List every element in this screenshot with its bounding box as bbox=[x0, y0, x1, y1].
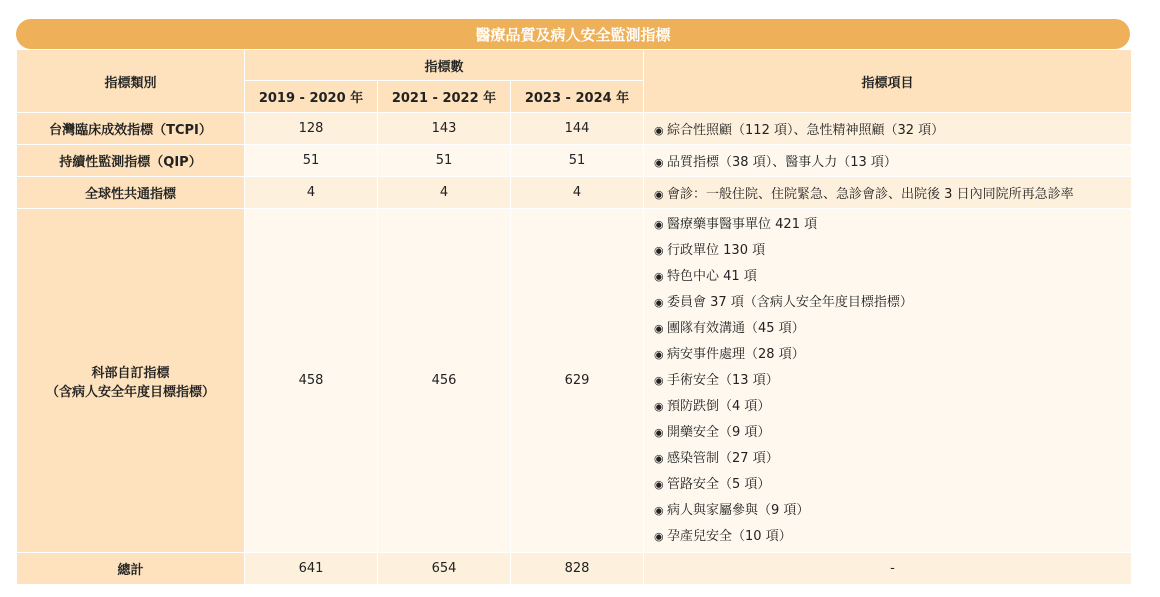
item-text: 綜合性照顧（112 項）、急性精神照顧（32 項） bbox=[667, 123, 945, 138]
table-title: 醫療品質及病人安全監測指標 bbox=[16, 19, 1130, 49]
row-items bbox=[644, 177, 1132, 209]
row-items bbox=[644, 209, 1132, 553]
item-text: 品質指標（38 項）、醫事人力（13 項） bbox=[667, 155, 897, 170]
table-row bbox=[17, 113, 1132, 145]
item-text: 團隊有效溝通（45 項） bbox=[667, 320, 805, 336]
header-items: 指標項目 bbox=[644, 50, 1132, 113]
row-value: 458 bbox=[245, 209, 378, 553]
list-item bbox=[654, 472, 1131, 498]
item-text: 醫療藥事醫事單位 421 項 bbox=[667, 216, 818, 232]
row-value: 143 bbox=[378, 113, 511, 145]
item-text: 病安事件處理（28 項） bbox=[667, 346, 805, 362]
row-category: 持續性監測指標（QIP） bbox=[17, 145, 245, 177]
row-value: 4 bbox=[511, 177, 644, 209]
total-value: 641 bbox=[245, 553, 378, 585]
header-category: 指標類別 bbox=[17, 50, 245, 113]
bullet-icon: ◉ bbox=[654, 243, 664, 257]
bullet-icon: ◉ bbox=[654, 425, 664, 439]
list-item bbox=[654, 264, 1131, 290]
bullet-icon: ◉ bbox=[654, 503, 664, 517]
bullet-icon: ◉ bbox=[654, 269, 664, 283]
category-title: 科部自訂指標 bbox=[91, 365, 170, 381]
row-value: 4 bbox=[245, 177, 378, 209]
row-items bbox=[644, 145, 1132, 177]
row-category: 台灣臨床成效指標（TCPI） bbox=[17, 113, 245, 145]
table-row bbox=[17, 209, 1132, 553]
list-item bbox=[654, 238, 1131, 264]
total-value: 654 bbox=[378, 553, 511, 585]
list-item bbox=[654, 394, 1131, 420]
table-row bbox=[17, 177, 1132, 209]
header-year-2021: 2021 - 2022 年 bbox=[378, 81, 511, 113]
item-text: 特色中心 41 項 bbox=[667, 268, 757, 284]
indicator-table bbox=[16, 49, 1132, 585]
row-value: 456 bbox=[378, 209, 511, 553]
list-item bbox=[654, 524, 1131, 550]
bullet-icon: ◉ bbox=[654, 321, 664, 335]
row-value: 51 bbox=[378, 145, 511, 177]
list-item bbox=[654, 290, 1131, 316]
bullet-icon: ◉ bbox=[654, 188, 664, 201]
row-category: 全球性共通指標 bbox=[17, 177, 245, 209]
list-item bbox=[654, 420, 1131, 446]
bullet-icon: ◉ bbox=[654, 529, 664, 543]
header-year-2019: 2019 - 2020 年 bbox=[245, 81, 378, 113]
bullet-icon: ◉ bbox=[654, 347, 664, 361]
row-value: 51 bbox=[511, 145, 644, 177]
bullet-icon: ◉ bbox=[654, 156, 664, 169]
item-text: 手術安全（13 項） bbox=[667, 372, 779, 388]
item-text: 管路安全（5 項） bbox=[667, 476, 771, 492]
category-subtitle: （含病人安全年度目標指標） bbox=[45, 384, 215, 400]
list-item bbox=[654, 342, 1131, 368]
bullet-icon: ◉ bbox=[654, 451, 664, 465]
row-items bbox=[644, 113, 1132, 145]
bullet-icon: ◉ bbox=[654, 399, 664, 413]
list-item bbox=[654, 368, 1131, 394]
row-value: 4 bbox=[378, 177, 511, 209]
row-value: 51 bbox=[245, 145, 378, 177]
item-text: 開藥安全（9 項） bbox=[667, 424, 771, 440]
bullet-icon: ◉ bbox=[654, 295, 664, 309]
list-item bbox=[654, 498, 1131, 524]
total-value: 828 bbox=[511, 553, 644, 585]
item-text: 行政單位 130 項 bbox=[667, 242, 766, 258]
total-items: - bbox=[644, 553, 1132, 585]
list-item bbox=[654, 446, 1131, 472]
row-category bbox=[17, 209, 245, 553]
list-item bbox=[654, 212, 1131, 238]
item-text: 預防跌倒（4 項） bbox=[667, 398, 771, 414]
item-text: 會診：一般住院、住院緊急、急診會診、出院後 3 日內同院所再急診率 bbox=[667, 187, 1074, 202]
total-label: 總計 bbox=[17, 553, 245, 585]
item-text: 感染管制（27 項） bbox=[667, 450, 779, 466]
header-count-group: 指標數 bbox=[245, 50, 644, 81]
item-text: 委員會 37 項（含病人安全年度目標指標） bbox=[667, 294, 913, 310]
row-value: 144 bbox=[511, 113, 644, 145]
bullet-icon: ◉ bbox=[654, 124, 664, 137]
row-value: 629 bbox=[511, 209, 644, 553]
bullet-icon: ◉ bbox=[654, 217, 664, 231]
total-row bbox=[17, 553, 1132, 585]
list-item bbox=[654, 316, 1131, 342]
table-row bbox=[17, 145, 1132, 177]
item-text: 孕產兒安全（10 項） bbox=[667, 528, 792, 544]
bullet-icon: ◉ bbox=[654, 373, 664, 387]
row-value: 128 bbox=[245, 113, 378, 145]
item-text: 病人與家屬參與（9 項） bbox=[667, 502, 810, 518]
header-year-2023: 2023 - 2024 年 bbox=[511, 81, 644, 113]
bullet-icon: ◉ bbox=[654, 477, 664, 491]
